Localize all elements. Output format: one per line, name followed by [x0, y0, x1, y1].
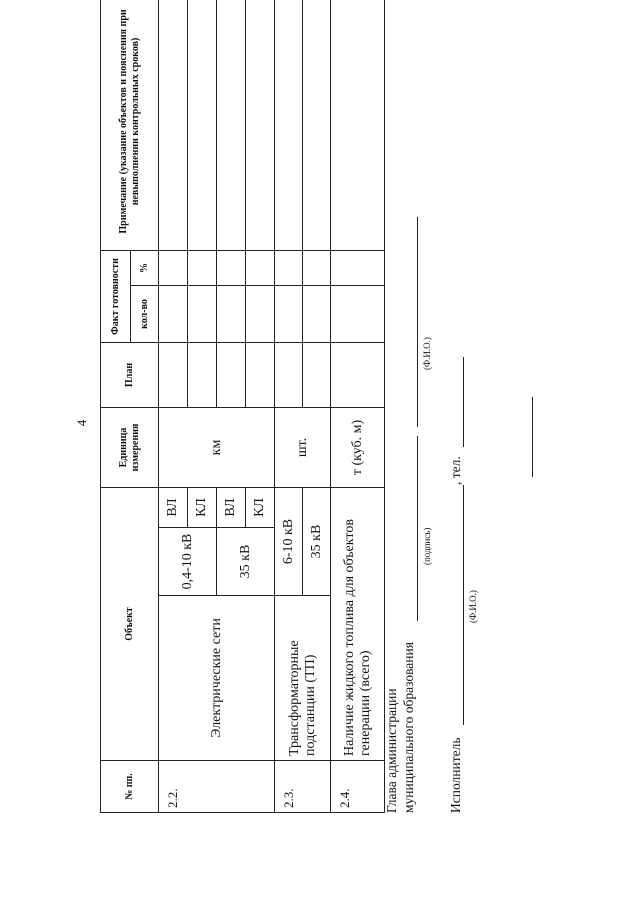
- cell-plan: [246, 342, 275, 407]
- row-num-2-2: 2.2.: [159, 761, 275, 813]
- cell-note: [331, 0, 385, 250]
- cell-fact-pct: [246, 250, 275, 285]
- head-fio-caption: (Ф.И.О.): [422, 337, 432, 370]
- table-row: [331, 0, 385, 813]
- cell-plan: [303, 342, 331, 407]
- table-header-row: [101, 0, 131, 813]
- table-row: [159, 0, 188, 813]
- executor-label: Исполнитель: [448, 737, 463, 813]
- cell-fact-qty: [275, 285, 303, 342]
- cell-fact-pct: [217, 250, 246, 285]
- row-num-2-4: 2.4.: [331, 761, 385, 813]
- header-fact-pct: %: [131, 250, 159, 285]
- cell-plan: [159, 342, 188, 407]
- cell-plan: [217, 342, 246, 407]
- cell-plan: [331, 342, 385, 407]
- header-fact: Факт готовности: [101, 250, 131, 342]
- cell-note: [188, 0, 217, 250]
- cell-fact-pct: [188, 250, 217, 285]
- tel-line: [463, 357, 464, 447]
- cell-plan: [275, 342, 303, 407]
- row-unit-2-3: шт.: [275, 407, 331, 487]
- head-title-line1: Глава администрации: [384, 688, 399, 813]
- cell-fact-qty: [303, 285, 331, 342]
- row-line-type-vl: ВЛ: [217, 487, 246, 527]
- row-voltage-35: 35 кВ: [303, 487, 331, 595]
- cell-fact-pct: [275, 250, 303, 285]
- signature-line: [417, 436, 418, 621]
- row-voltage-6-10: 6-10 кВ: [275, 487, 303, 595]
- head-title-line2: муниципального образования: [401, 642, 416, 813]
- row-unit-2-4: т (куб. м): [331, 407, 385, 487]
- cell-note: [246, 0, 275, 250]
- row-voltage-35: 35 кВ: [217, 528, 275, 596]
- cell-fact-pct: [331, 250, 385, 285]
- row-unit-2-2: км: [159, 407, 275, 487]
- row-num-2-3: 2.3.: [275, 761, 331, 813]
- head-fio-line: [417, 217, 418, 427]
- row-object-2-4: Наличие жидкого топлива для объектов генерации (всего): [331, 487, 385, 760]
- header-fact-qty: кол-во: [131, 285, 159, 342]
- cell-fact-qty: [217, 285, 246, 342]
- readiness-table: [100, 0, 385, 813]
- row-line-type-vl: ВЛ: [159, 487, 188, 527]
- cell-fact-pct: [303, 250, 331, 285]
- bottom-rule: [532, 397, 533, 477]
- header-unit: Единица измерения: [101, 407, 159, 487]
- executor-fio-caption: (Ф.И.О.): [468, 590, 478, 623]
- cell-note: [275, 0, 303, 250]
- row-object-2-3: Трансформаторные подстанции (ТП): [275, 596, 331, 761]
- row-line-type-kl: КЛ: [188, 487, 217, 527]
- cell-note: [159, 0, 188, 250]
- cell-fact-qty: [159, 285, 188, 342]
- cell-note: [303, 0, 331, 250]
- cell-note: [217, 0, 246, 250]
- row-voltage-04-10: 0,4-10 кВ: [159, 528, 217, 596]
- header-plan: План: [101, 342, 159, 407]
- page-number: 4: [74, 419, 89, 427]
- executor-fio-line: [463, 485, 464, 725]
- tel-label: , тел.: [448, 456, 463, 485]
- header-object: Объект: [101, 487, 159, 760]
- header-num: № пп.: [101, 761, 159, 813]
- cell-fact-qty: [331, 285, 385, 342]
- table-row: [275, 0, 303, 813]
- cell-fact-qty: [246, 285, 275, 342]
- cell-fact-pct: [159, 250, 188, 285]
- signature-caption: (подпись): [422, 527, 432, 565]
- header-note: Примечание (указание объектов и пояснения при невыполнении контрольных сроков): [101, 0, 159, 250]
- cell-fact-qty: [188, 285, 217, 342]
- row-line-type-kl: КЛ: [246, 487, 275, 527]
- row-object-2-2: Электрические сети: [159, 596, 275, 761]
- cell-plan: [188, 342, 217, 407]
